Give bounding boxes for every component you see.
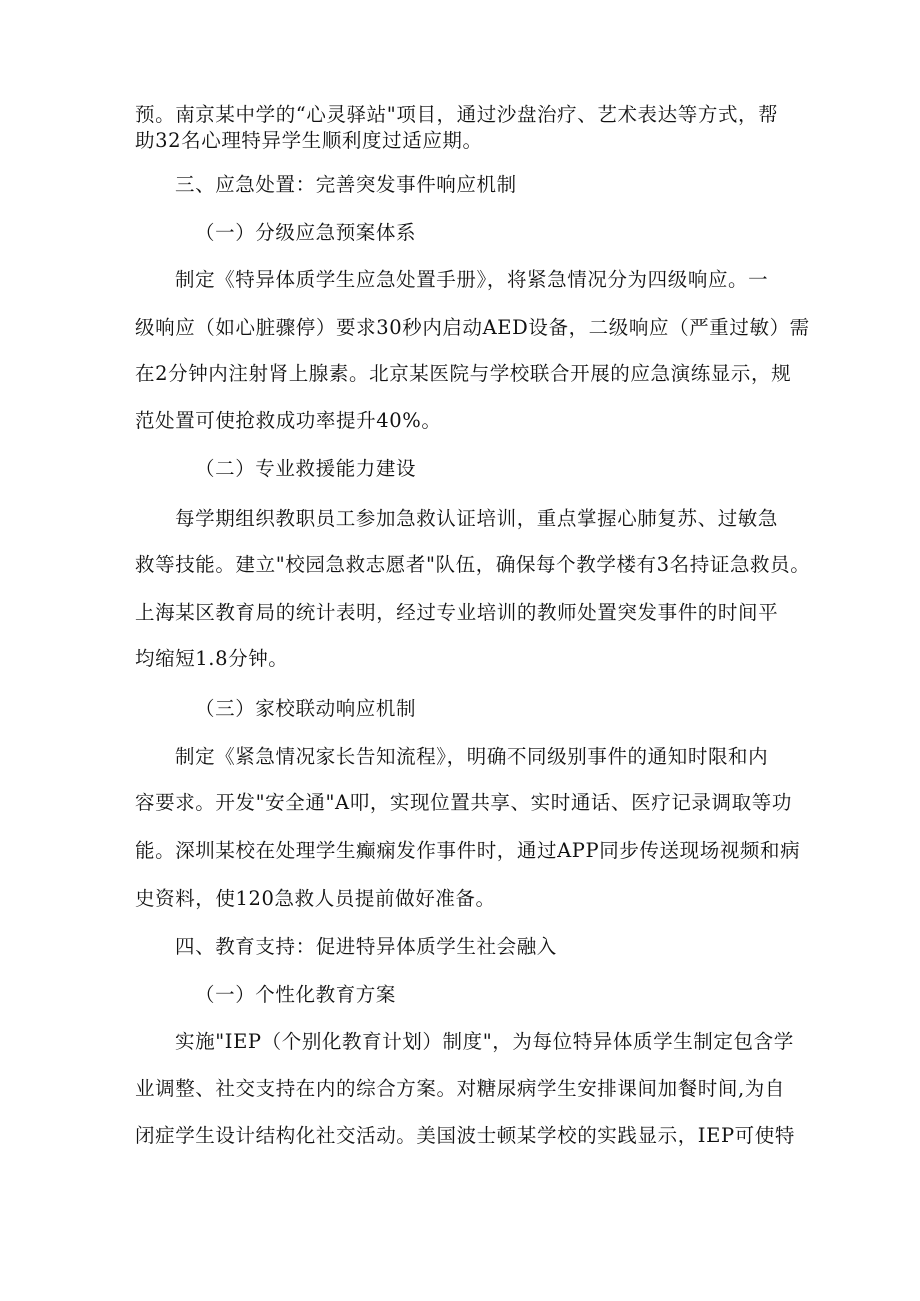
subsection-heading: （一）分级应急预案体系 [195, 221, 417, 244]
paragraph-line: 能。深圳某校在处理学生癫痫发作事件时，通过APP同步传送现场视频和病 [135, 839, 801, 862]
paragraph-line: 级响应（如心脏骤停）要求30秒内启动AED设备，二级响应（严重过敏）需 [135, 316, 810, 339]
subsection-heading: （三）家校联动响应机制 [195, 697, 417, 720]
section-heading: 三、应急处置：完善突发事件响应机制 [175, 173, 517, 196]
paragraph-line: 上海某区教育局的统计表明，经过专业培训的教师处置突发事件的时间平 [135, 601, 779, 624]
section-heading: 四、教育支持：促进特异体质学生社会融入 [175, 935, 557, 958]
paragraph-line: 制定《特异体质学生应急处置手册》，将紧急情况分为四级响应。一 [175, 268, 769, 291]
paragraph-line: 制定《紧急情况家长告知流程》，明确不同级别事件的通知时限和内 [175, 745, 769, 768]
paragraph-line: 救等技能。建立"校园急救志愿者"队伍，确保每个教学楼有3名持证急救员。 [135, 553, 811, 576]
paragraph-line: 业调整、社交支持在内的综合方案。对糖尿病学生安排课间加餐时间,为自 [135, 1077, 785, 1100]
paragraph-line: 实施"IEP（个别化教育计划）制度"，为每位特异体质学生制定包含学 [175, 1030, 794, 1053]
paragraph-line: 容要求。开发"安全通"A叩，实现位置共享、实时通话、医疗记录调取等功 [135, 791, 792, 814]
paragraph-line: 预。南京某中学的“心灵驿站"项目，通过沙盘治疗、艺术表达等方式，帮 [135, 103, 779, 126]
paragraph-line: 闭症学生设计结构化社交活动。美国波士顿某学校的实践显示，IEP可使特 [135, 1124, 795, 1147]
paragraph-line: 范处置可使抢救成功率提升40%。 [135, 409, 442, 432]
paragraph-line: 史资料，使120急救人员提前做好准备。 [135, 887, 496, 910]
paragraph-line: 在2分钟内注射肾上腺素。北京某医院与学校联合开展的应急演练显示，规 [135, 362, 792, 385]
paragraph-line: 助32名心理特异学生顺利度过适应期。 [135, 129, 483, 152]
subsection-heading: （一）个性化教育方案 [195, 983, 397, 1006]
subsection-heading: （二）专业救援能力建设 [195, 457, 417, 480]
paragraph-line: 均缩短1.8分钟。 [135, 647, 289, 670]
paragraph-line: 每学期组织教职员工参加急救认证培训，重点掌握心肺复苏、过敏急 [175, 507, 779, 530]
